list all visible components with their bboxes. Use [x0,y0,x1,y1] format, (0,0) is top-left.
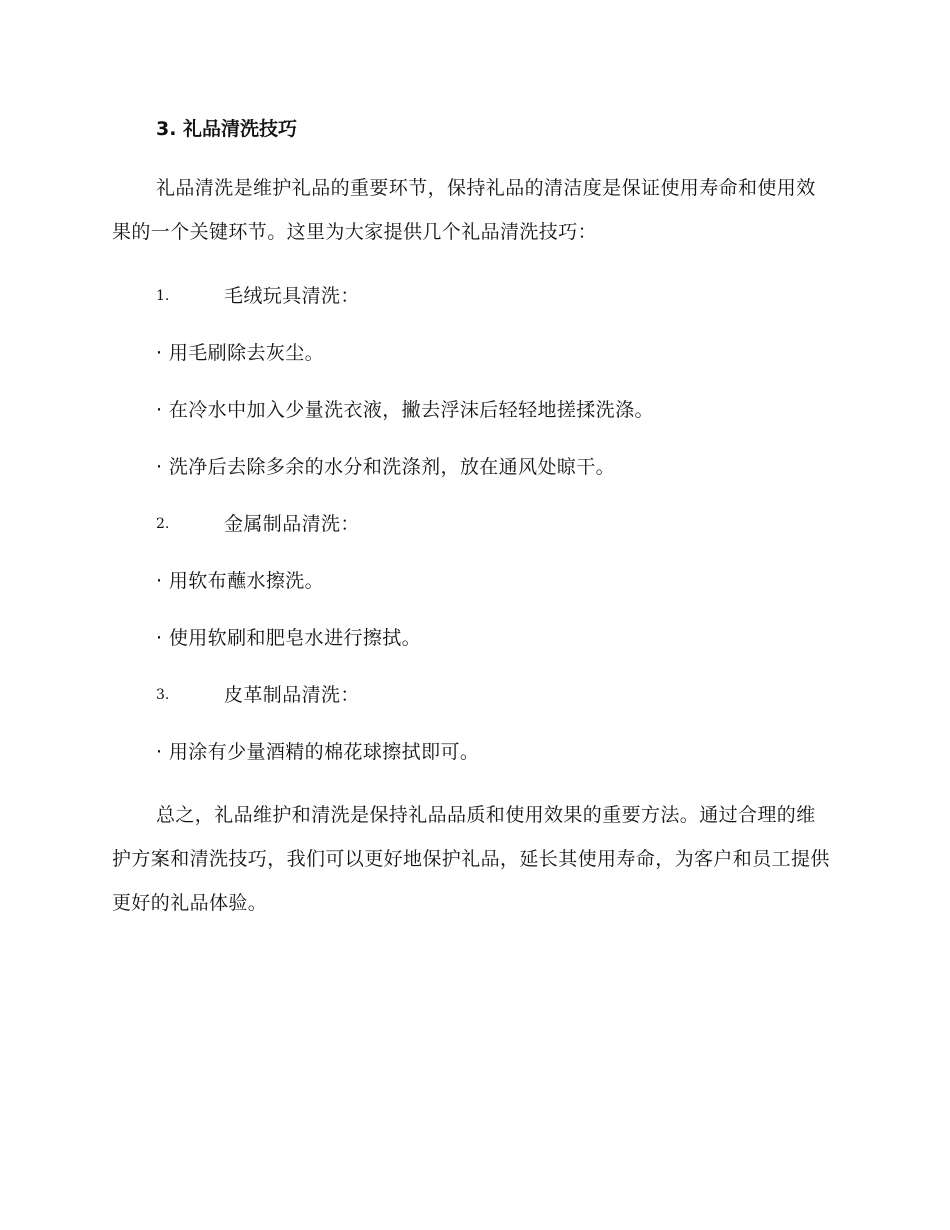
bullet-item: · 用涂有少量酒精的棉花球擦拭即可。 [156,741,480,763]
bullet-item: · 洗净后去除多余的水分和洗涤剂，放在通风处晾干。 [156,456,616,478]
list-number: 2. [156,516,170,532]
list-label: 金属制品清洗： [224,513,360,535]
list-number: 3. [156,687,170,703]
bullet-item: · 在冷水中加入少量洗衣液，撇去浮沫后轻轻地搓揉洗涤。 [156,399,654,421]
list-item-plush-toys [112,268,832,325]
list-number: 1. [156,288,170,304]
list-item-metal-products [112,496,832,553]
bullet-item: · 用毛刷除去灰尘。 [156,342,325,364]
list-label: 皮革制品清洗： [224,684,360,706]
list-label: 毛绒玩具清洗： [224,285,360,307]
bullet-item: · 用软布蘸水擦洗。 [156,570,325,592]
cleaning-tips-list [112,268,832,781]
summary-paragraph: 总之，礼品维护和清洗是保持礼品品质和使用效果的重要方法。通过合理的维护方案和清洗技巧，我们可以更好地保护礼品，延长其使用寿命，为客户和员工提供更好的礼品体验。 [112,804,830,914]
list-item-leather-products [112,667,832,724]
intro-paragraph: 礼品清洗是维护礼品的重要环节，保持礼品的清洁度是保证使用寿命和使用效果的一个关键环节。这里为大家提供几个礼品清洗技巧： [112,177,816,243]
document-content [112,112,832,925]
bullet-item: · 使用软刷和肥皂水进行擦拭。 [156,627,422,649]
section-heading: 3. 礼品清洗技巧 [156,118,298,140]
